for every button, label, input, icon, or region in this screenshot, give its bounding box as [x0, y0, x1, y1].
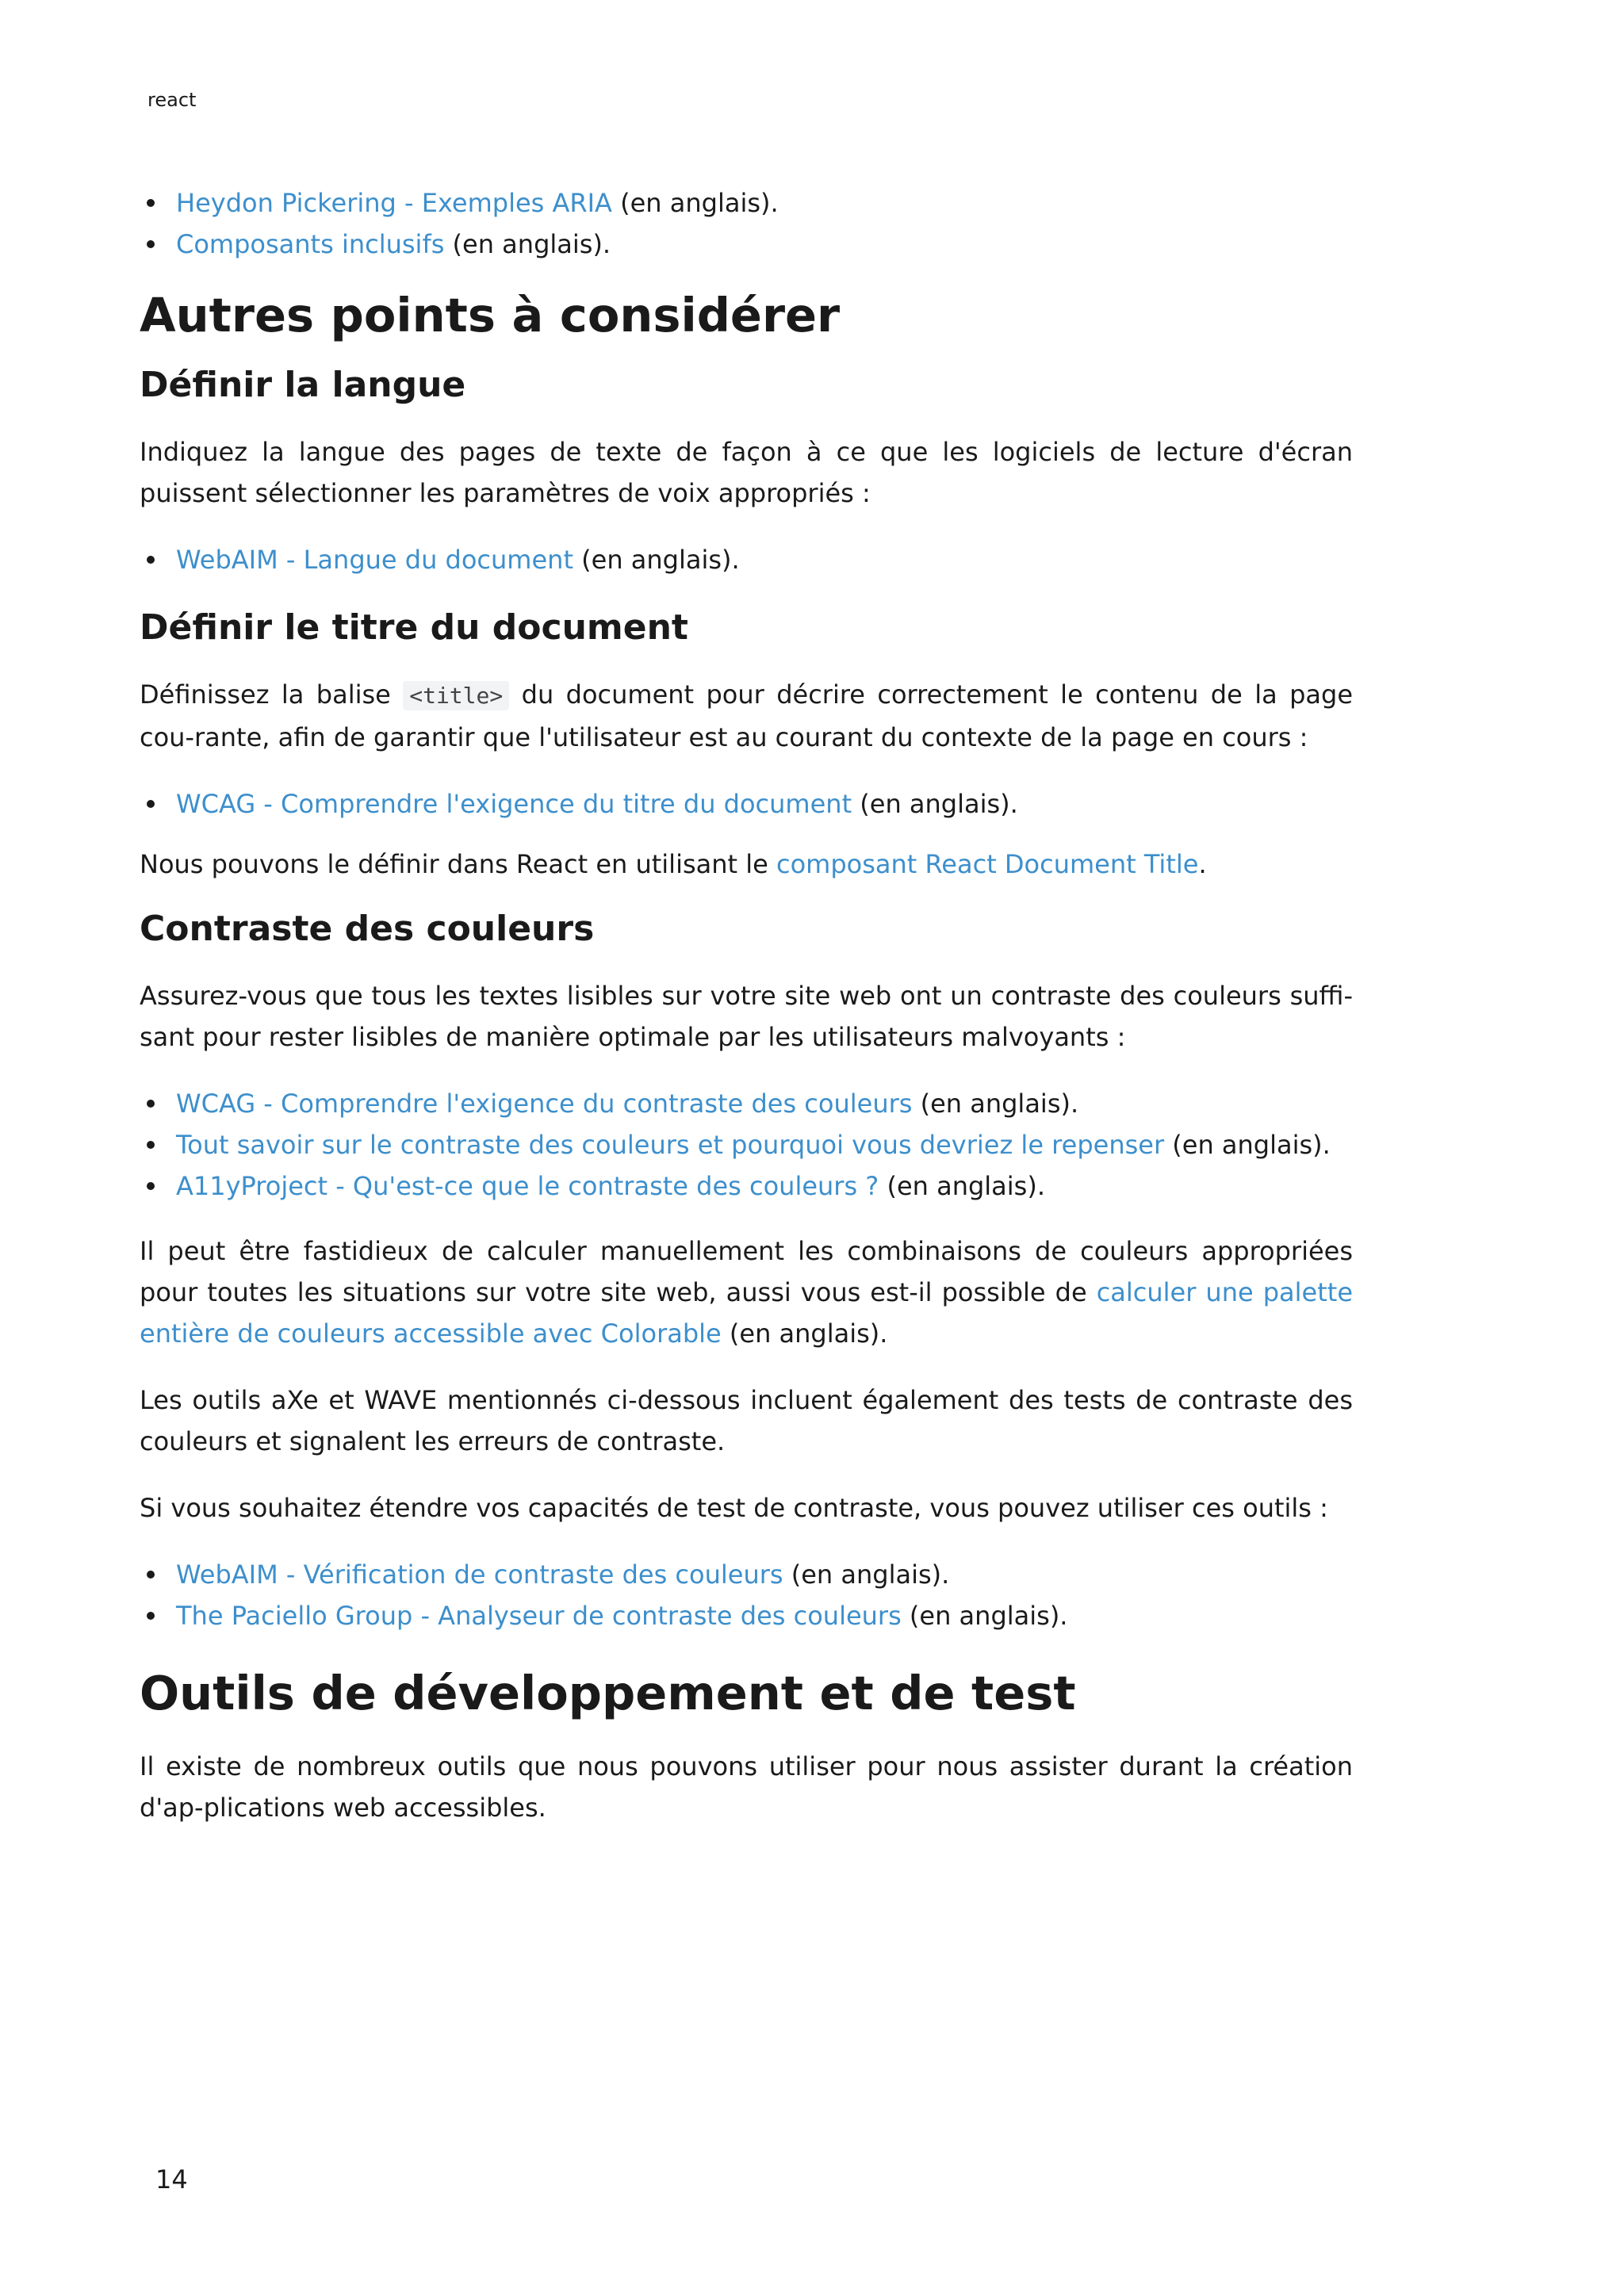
paragraph-text: (en anglais). [721, 1318, 888, 1349]
reference-list-titre [140, 783, 1353, 825]
paragraph-etendre-tests: Si vous souhaitez étendre vos capacités de test de contraste, vous pouvez utiliser ces outils : [140, 1493, 1328, 1523]
list-item-suffix: (en anglais). [444, 229, 611, 259]
inline-code-title: <title> [403, 681, 509, 710]
link-heydon-pickering[interactable]: Heydon Pickering - Exemples ARIA [176, 188, 612, 218]
link-webaim-contraste[interactable]: WebAIM - Vérification de contraste des couleurs [176, 1559, 783, 1590]
paragraph-text: . [1198, 849, 1207, 879]
list-item-suffix: (en anglais). [912, 1089, 1079, 1119]
list-item [176, 1595, 1353, 1636]
paragraph-outils: Il existe de nombreux outils que nous pouvons utiliser pour nous assister durant la création d'ap-plications web accessibles. [140, 1751, 1353, 1823]
list-item-suffix: (en anglais). [901, 1601, 1068, 1631]
list-item [176, 539, 1353, 580]
list-item [176, 1083, 1353, 1124]
paragraph-text: Il peut être fastidieux de calculer manuellement les combinaisons de couleurs appropriées pour toutes les situations sur votre site web, aussi vous est-il possible de [140, 1236, 1353, 1307]
list-item [176, 1165, 1353, 1207]
list-item [176, 1554, 1353, 1595]
paragraph-text: du document pour décrire correctement le contenu de la page cou-rante, afin de garantir que l'utilisateur est au courant du contexte de la page en cours : [140, 679, 1354, 752]
list-item-suffix: (en anglais). [879, 1171, 1045, 1201]
list-item-suffix: (en anglais). [783, 1559, 950, 1590]
link-wcag-contraste[interactable]: WCAG - Comprendre l'exigence du contraste des couleurs [176, 1089, 913, 1119]
list-item [176, 783, 1353, 825]
reference-list-aria [140, 182, 1353, 265]
reference-list-contraste [140, 1083, 1353, 1207]
heading-autres-points: Autres points à considérer [140, 288, 841, 342]
page-content [140, 182, 1353, 1828]
link-wcag-titre[interactable]: WCAG - Comprendre l'exigence du titre du document [176, 789, 852, 819]
paragraph-colorable [140, 1230, 1353, 1354]
paragraph-axe-wave: Les outils aXe et WAVE mentionnés ci-dessous incluent également des tests de contraste des couleurs et signalent les erreurs de contraste. [140, 1385, 1353, 1456]
list-item [176, 182, 1353, 224]
paragraph-titre [140, 674, 1353, 758]
link-webaim-langue[interactable]: WebAIM - Langue du document [176, 545, 573, 575]
heading-outils-developpement: Outils de développement et de test [140, 1666, 1076, 1720]
paragraph-text: Définissez la balise [140, 679, 404, 710]
paragraph-contraste: Assurez-vous que tous les textes lisibles sur votre site web ont un contraste des couleurs suffi-sant pour rester lisibles de manière optimale par les utilisateurs malvoyants : [140, 981, 1353, 1052]
heading-definir-langue: Définir la langue [140, 365, 466, 405]
page-number: 14 [155, 2164, 188, 2195]
paragraph-langue: Indiquez la langue des pages de texte de façon à ce que les logiciels de lecture d'écran puissent sélectionner les paramètres de voix appropriés : [140, 437, 1353, 508]
list-item [176, 1124, 1353, 1165]
link-tout-savoir-contraste[interactable]: Tout savoir sur le contraste des couleurs et pourquoi vous devriez le repenser [176, 1130, 1165, 1160]
link-a11yproject-contraste[interactable]: A11yProject - Qu'est-ce que le contraste des couleurs ? [176, 1171, 879, 1201]
running-head: react [147, 89, 197, 111]
link-react-document-title[interactable]: composant React Document Title [776, 849, 1199, 879]
reference-list-langue [140, 539, 1353, 580]
list-item-suffix: (en anglais). [573, 545, 740, 575]
list-item [176, 224, 1353, 265]
paragraph-text: Nous pouvons le définir dans React en utilisant le [140, 849, 776, 879]
list-item-suffix: (en anglais). [611, 188, 779, 218]
heading-contraste: Contraste des couleurs [140, 909, 595, 949]
reference-list-outils-contraste [140, 1554, 1353, 1636]
list-item-suffix: (en anglais). [1164, 1130, 1331, 1160]
link-colorable[interactable]: calculer une palette entière de couleurs accessible avec Colorable [140, 1277, 1354, 1349]
heading-definir-titre: Définir le titre du document [140, 607, 688, 648]
link-paciello-contraste[interactable]: The Paciello Group - Analyseur de contraste des couleurs [176, 1601, 902, 1631]
paragraph-react-document-title [140, 844, 1353, 885]
link-composants-inclusifs[interactable]: Composants inclusifs [176, 229, 445, 259]
list-item-suffix: (en anglais). [852, 789, 1018, 819]
